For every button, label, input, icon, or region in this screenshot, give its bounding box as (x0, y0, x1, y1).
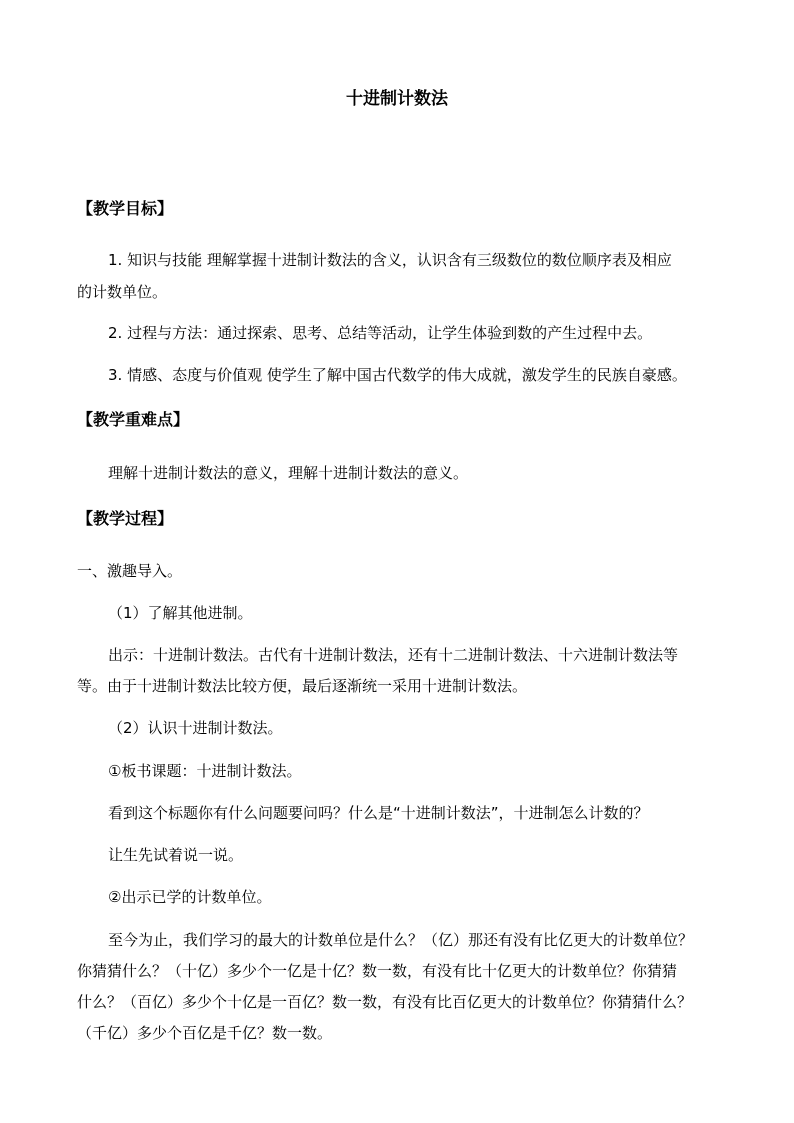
process-line-1: 一、激趣导入。 (77, 562, 183, 580)
process-line-8: 让生先试着说一说。 (108, 846, 244, 864)
objective-item-2: 2. 过程与方法：通过探索、思考、总结等活动，让学生体验到数的产生过程中去。 (108, 324, 653, 342)
process-line-13: （千亿）多少个百亿是千亿？数一数。 (77, 1024, 333, 1042)
process-line-6: ①板书课题：十进制计数法。 (108, 762, 302, 780)
objective-item-1: 1. 知识与技能 理解掌握十进制计数法的含义，认识含有三级数位的数位顺序表及相应 (108, 251, 672, 269)
process-line-4: 等。由于十进制计数法比较方便，最后逐渐统一采用十进制计数法。 (77, 677, 528, 695)
process-line-9: ②出示已学的计数单位。 (108, 888, 272, 906)
process-line-5: （2）认识十进制计数法。 (108, 719, 283, 737)
heading-key-points: 【教学重难点】 (77, 410, 190, 429)
heading-process: 【教学过程】 (77, 509, 174, 528)
process-line-2: （1）了解其他进制。 (108, 604, 253, 622)
process-line-3: 出示：十进制计数法。古代有十进制计数法，还有十二进制计数法、十六进制计数法等 (108, 646, 679, 664)
objective-item-3: 3. 情感、态度与价值观 使学生了解中国古代数学的伟大成就，激发学生的民族自豪感。 (108, 366, 687, 384)
process-line-11: 你猜猜什么？（十亿）多少个一亿是十亿？数一数，有没有比十亿更大的计数单位？你猜猜 (77, 962, 678, 980)
process-line-12: 什么？（百亿）多少个十亿是一百亿？数一数，有没有比百亿更大的计数单位？你猜猜什么？ (77, 993, 693, 1011)
document-title: 十进制计数法 (346, 89, 448, 109)
heading-objectives: 【教学目标】 (77, 199, 174, 218)
key-points-text: 理解十进制计数法的意义，理解十进制计数法的意义。 (108, 464, 469, 482)
objective-item-1-cont: 的计数单位。 (77, 283, 168, 301)
process-line-10: 至今为止，我们学习的最大的计数单位是什么？（亿）那还有没有比亿更大的计数单位？ (108, 931, 694, 949)
process-line-7: 看到这个标题你有什么问题要问吗？什么是“十进制计数法”，十进制怎么计数的？ (108, 804, 649, 822)
